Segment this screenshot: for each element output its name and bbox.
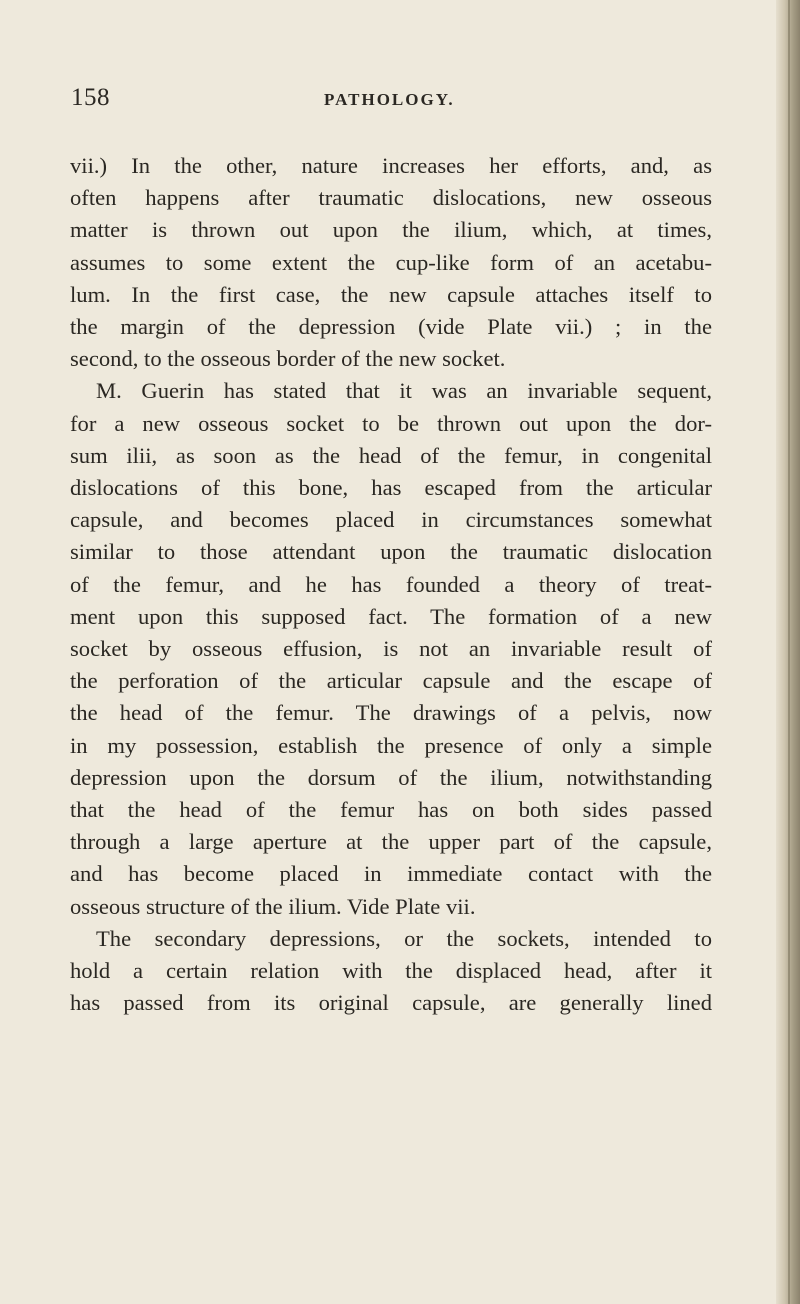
text-line: The secondary depressions, or the sockets, intended to: [96, 925, 712, 951]
page-binding-line: [788, 0, 790, 1304]
text-line: sum ilii, as soon as the head of the femur, in congenital: [70, 442, 712, 468]
page-header: [0, 84, 800, 118]
text-line: depression upon the dorsum of the ilium, notwithstanding: [70, 764, 712, 790]
text-line: osseous structure of the ilium. Vide Plate vii.: [70, 893, 476, 919]
text-line: vii.) In the other, nature increases her efforts, and, as: [70, 153, 712, 178]
text-line: ment upon this supposed fact. The formation of a new: [70, 603, 712, 629]
text-line: matter is thrown out upon the ilium, which, at times,: [70, 217, 712, 243]
text-line: similar to those attendant upon the traumatic dislocation: [70, 539, 712, 565]
text-line: in my possession, establish the presence of only a simple: [70, 732, 712, 758]
text-line: that the head of the femur has on both sides passed: [70, 797, 712, 823]
text-line: for a new osseous socket to be thrown out upon the dor-: [70, 410, 712, 436]
text-line: the margin of the depression (vide Plate vii.) ; in the: [70, 314, 712, 340]
body-text: [70, 150, 712, 1019]
text-line: hold a certain relation with the displaced head, after it: [70, 958, 712, 984]
text-line: capsule, and becomes placed in circumstances somewhat: [70, 507, 712, 533]
page-number: 158: [71, 84, 110, 111]
text-line: and has become placed in immediate contact with the: [70, 861, 712, 887]
text-line: socket by osseous effusion, is not an invariable result of: [70, 636, 712, 662]
text-line: through a large aperture at the upper part of the capsule,: [70, 829, 712, 855]
text-line: the perforation of the articular capsule and the escape of: [70, 668, 712, 694]
text-line: the head of the femur. The drawings of a pelvis, now: [70, 700, 712, 726]
text-line: assumes to some extent the cup-like form of an acetabu-: [70, 249, 712, 275]
running-head: PATHOLOGY.: [324, 90, 455, 109]
text-line: second, to the osseous border of the new socket.: [70, 346, 506, 372]
text-line: M. Guerin has stated that it was an invariable sequent,: [96, 378, 712, 404]
text-line: dislocations of this bone, has escaped from the articular: [70, 475, 712, 501]
text-line: lum. In the first case, the new capsule attaches itself to: [70, 281, 712, 307]
text-line: of the femur, and he has founded a theory of treat-: [70, 571, 712, 597]
text-line: has passed from its original capsule, are generally lined: [70, 990, 712, 1016]
text-line: often happens after traumatic dislocations, new osseous: [70, 185, 712, 211]
